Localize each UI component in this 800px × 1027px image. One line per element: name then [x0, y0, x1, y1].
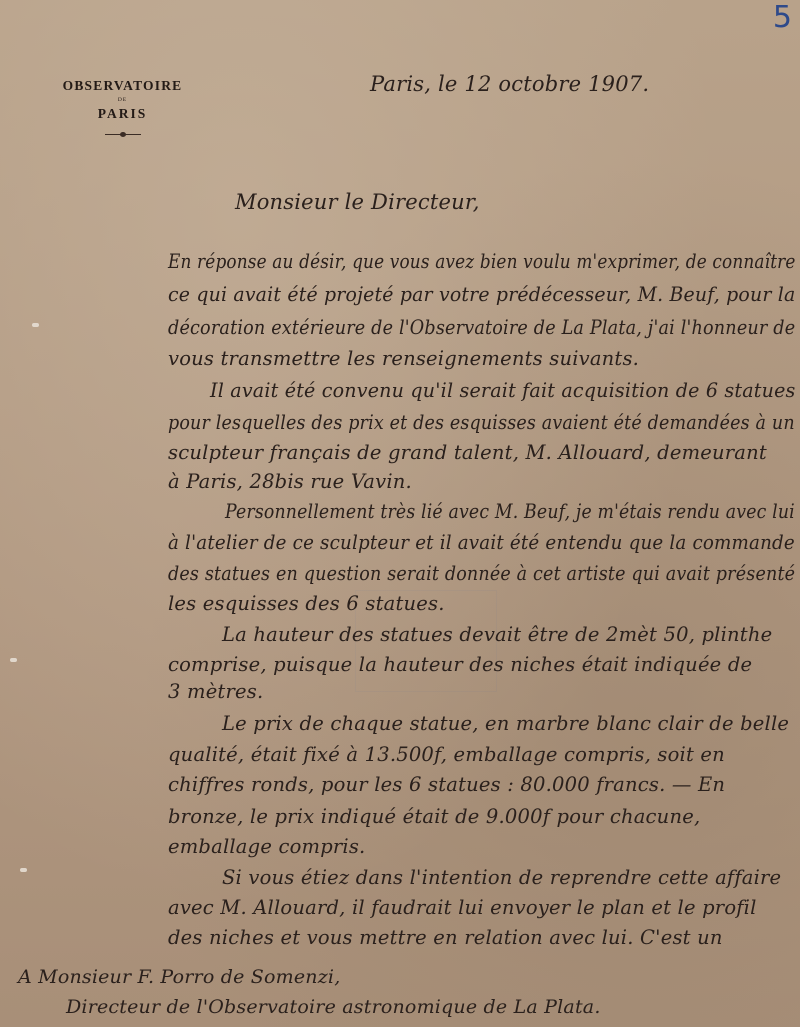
body-line: La hauteur des statues devait être de 2mèt 50, plinthe — [222, 623, 773, 646]
body-line: 3 mètres. — [168, 680, 264, 703]
body-line: En réponse au désir, que vous avez bien voulu m'exprimer, de connaître — [168, 250, 796, 273]
body-line: des statues en question serait donnée à cet artiste qui avait présenté — [168, 562, 796, 585]
body-line: les esquisses des 6 statues. — [168, 592, 445, 615]
page-number: 5 — [772, 0, 792, 35]
body-line: qualité, était fixé à 13.500f, emballage compris, soit en — [168, 743, 725, 766]
addressee-line-2: Directeur de l'Observatoire astronomique de La Plata. — [66, 996, 601, 1018]
body-line: à l'atelier de ce sculpteur et il avait été entendu que la commande — [168, 531, 795, 554]
body-line: comprise, puisque la hauteur des niches était indiquée de — [168, 653, 753, 676]
body-line: des niches et vous mettre en relation avec lui. C'est un — [168, 926, 723, 949]
body-line: Si vous étiez dans l'intention de reprendre cette affaire — [222, 866, 782, 889]
body-line: ce qui avait été projeté par votre prédécesseur, M. Beuf, pour la — [168, 283, 796, 306]
letterhead-city: PARIS — [97, 106, 148, 121]
body-line: décoration extérieure de l'Observatoire de La Plata, j'ai l'honneur de — [168, 316, 796, 339]
punch-hole — [32, 323, 39, 327]
body-line: pour lesquelles des prix et des esquisses avaient été demandées à un — [168, 411, 795, 434]
punch-hole — [20, 868, 27, 872]
body-line: avec M. Allouard, il faudrait lui envoyer le plan et le profil — [168, 896, 757, 919]
punch-hole — [10, 658, 17, 662]
body-line: emballage compris. — [168, 835, 366, 858]
addressee-line-1: A Monsieur F. Porro de Somenzi, — [18, 966, 341, 988]
letter-date: Paris, le 12 octobre 1907. — [370, 72, 650, 96]
body-line: bronze, le prix indiqué était de 9.000f pour chacune, — [168, 805, 701, 828]
body-line: chiffres ronds, pour les 6 statues : 80.000 francs. — En — [168, 773, 726, 796]
letterhead — [40, 78, 205, 139]
body-line: Personnellement très lié avec M. Beuf, je m'étais rendu avec lui — [225, 500, 795, 523]
letterhead-rule — [105, 130, 141, 139]
letterhead-de: DE — [117, 97, 128, 103]
body-line: sculpteur français de grand talent, M. Allouard, demeurant — [168, 441, 767, 464]
body-line: vous transmettre les renseignements suivants. — [168, 347, 640, 370]
letterhead-institution: OBSERVATOIRE — [62, 78, 183, 93]
body-line: à Paris, 28bis rue Vavin. — [168, 470, 412, 493]
body-line: Il avait été convenu qu'il serait fait acquisition de 6 statues — [210, 379, 796, 402]
salutation: Monsieur le Directeur, — [235, 190, 480, 214]
body-line: Le prix de chaque statue, en marbre blanc clair de belle — [222, 712, 790, 735]
